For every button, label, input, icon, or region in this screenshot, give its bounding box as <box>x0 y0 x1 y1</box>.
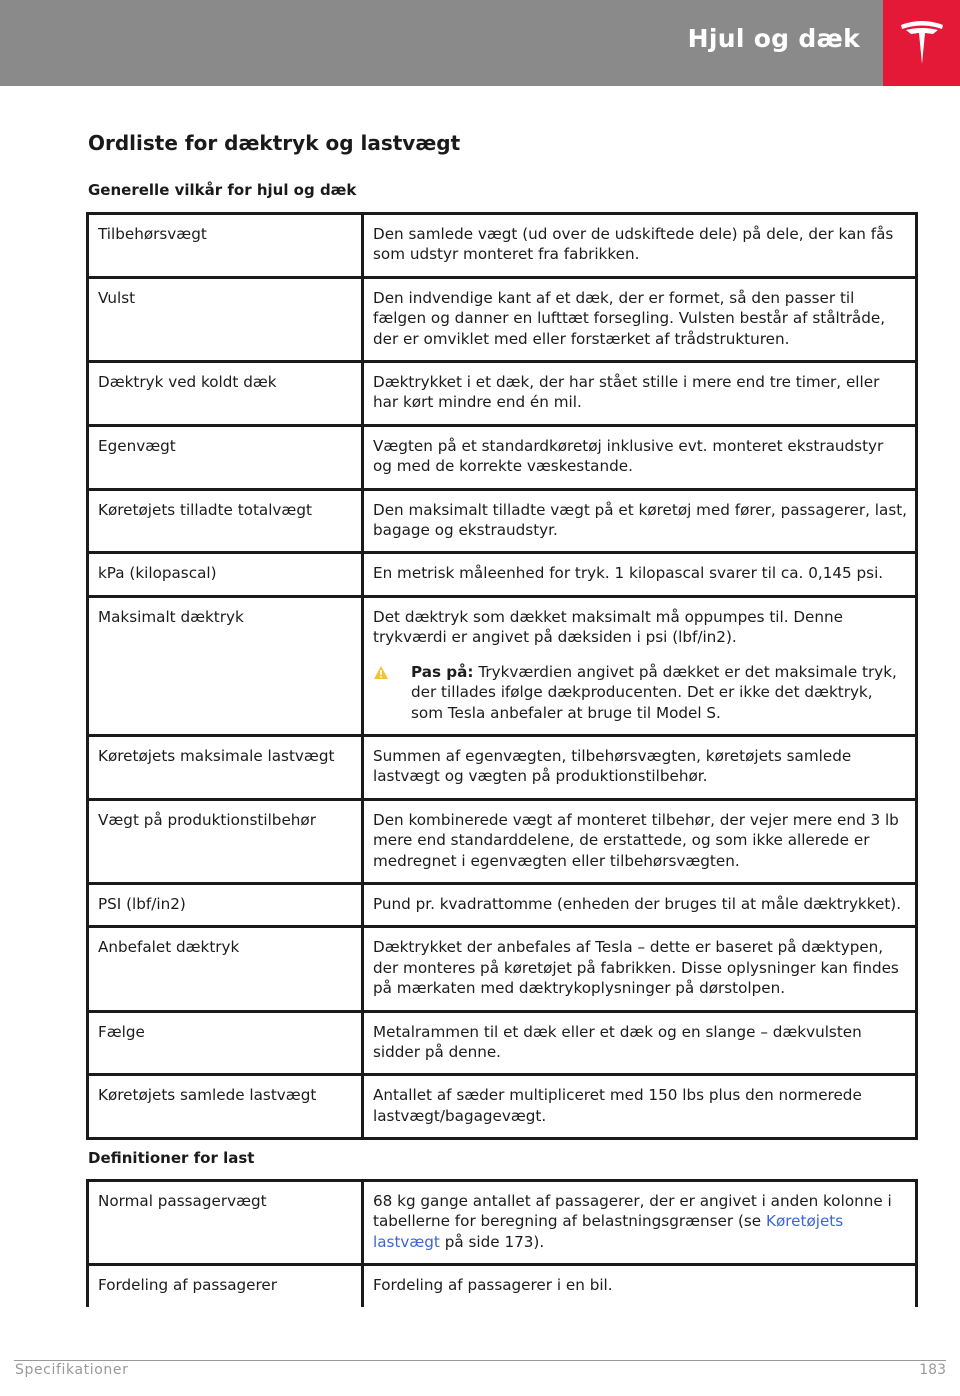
definition-cell <box>363 596 917 735</box>
term-cell: Dæktryk ved koldt dæk <box>88 362 363 426</box>
term-cell: Køretøjets tilladte totalvægt <box>88 489 363 553</box>
definition-cell: Metalrammen til et dæk eller et dæk og en slange – dækvulsten sidder på denne. <box>363 1011 917 1075</box>
term-cell: PSI (lbf/in2) <box>88 883 363 926</box>
definition-cell: Summen af egenvægten, tilbehørsvægten, køretøjets samlede lastvægt og vægten på produktionstilbehør. <box>363 735 917 799</box>
footer-section-name: Specifikationer <box>15 1362 129 1378</box>
caution-body: Trykværdien angivet på dækket er det maksimale tryk, der tillades ifølge dækproducenten. Det er ikke det dæktryk, som Tesla anbefaler at bruge til Model S. <box>411 662 897 722</box>
term-cell: Tilbehørsvægt <box>88 214 363 278</box>
definition-cell: En metrisk måleenhed for tryk. 1 kilopascal svarer til ca. 0,145 psi. <box>363 553 917 596</box>
section-title-general-terms: Generelle vilkår for hjul og dæk <box>88 181 357 199</box>
definition-cell: Den maksimalt tilladte vægt på et køretøj med fører, passagerer, last, bagage og ekstraudstyr. <box>363 489 917 553</box>
definition-cell: Vægten på et standardkøretøj inklusive evt. monteret ekstraudstyr og med de korrekte væskestande. <box>363 425 917 489</box>
warning-icon <box>373 662 411 723</box>
table-row <box>88 214 917 278</box>
term-cell: Vægt på produktionstilbehør <box>88 799 363 883</box>
page-title: Ordliste for dæktryk og lastvægt <box>88 131 461 155</box>
footer-divider <box>14 1360 946 1361</box>
term-cell: Fælge <box>88 1011 363 1075</box>
table-row <box>88 1011 917 1075</box>
table-row <box>88 277 917 361</box>
definition-cell: Fordeling af passagerer i en bil. <box>363 1265 917 1307</box>
term-cell: kPa (kilopascal) <box>88 553 363 596</box>
table-row <box>88 735 917 799</box>
definition-text-after-link: på side 173). <box>444 1232 545 1251</box>
table-row <box>88 1181 917 1265</box>
footer-page-number: 183 <box>919 1362 946 1378</box>
table-row <box>88 799 917 883</box>
table-row <box>88 489 917 553</box>
definition-text: 68 kg gange antallet af passagerer, der er angivet i anden kolonne i tabellerne for beregning af belastningsgrænser (se <box>373 1192 892 1231</box>
definition-cell: Antallet af sæder multipliceret med 150 lbs plus den normerede lastvægt/bagagevægt. <box>363 1075 917 1139</box>
definition-text: Det dæktryk som dækket maksimalt må oppumpes til. Denne trykværdi er angivet på dæksiden i psi (lbf/in2). <box>373 607 843 647</box>
definition-cell <box>363 1181 917 1265</box>
term-cell: Vulst <box>88 277 363 361</box>
table-row <box>88 883 917 926</box>
glossary-table <box>86 212 918 1140</box>
vehicle-load-link[interactable]: Køretøjets lastvægt <box>373 1212 844 1251</box>
term-cell: Egenvægt <box>88 425 363 489</box>
caution-label: Pas på: <box>411 662 474 681</box>
load-definitions-table <box>86 1179 918 1307</box>
definition-cell: Den samlede vægt (ud over de udskiftede dele) på dele, der kan fås som udstyr monteret fra fabrikken. <box>363 214 917 278</box>
table-row <box>88 1075 917 1139</box>
definition-cell: Den indvendige kant af et dæk, der er formet, så den passer til fælgen og danner en lufttæt forsegling. Vulsten består af ståltråde, der er omviklet med eller forstærket af trådstrukturen. <box>363 277 917 361</box>
definition-cell: Den kombinerede vægt af monteret tilbehør, der vejer mere end 3 lb mere end standarddelene, de erstattede, og som ikke allerede er medregnet i egenvægten eller tilbehørsvægten. <box>363 799 917 883</box>
section-title-load-definitions: Definitioner for last <box>88 1149 255 1167</box>
definition-cell: Dæktrykket der anbefales af Tesla – dette er baseret på dæktypen, der monteres på køretøjet på fabrikken. Disse oplysninger kan findes på mærkaten med dæktrykoplysninger på dørstolpen. <box>363 927 917 1011</box>
definition-cell: Pund pr. kvadrattomme (enheden der bruges til at måle dæktrykket). <box>363 883 917 926</box>
term-cell: Normal passagervægt <box>88 1181 363 1265</box>
caution-note <box>373 662 907 723</box>
term-cell: Køretøjets maksimale lastvægt <box>88 735 363 799</box>
term-cell: Køretøjets samlede lastvægt <box>88 1075 363 1139</box>
chapter-title: Hjul og dæk <box>687 24 860 53</box>
table-row <box>88 927 917 1011</box>
definition-cell: Dæktrykket i et dæk, der har stået stille i mere end tre timer, eller har kørt mindre end én mil. <box>363 362 917 426</box>
caution-text <box>411 662 907 723</box>
term-cell: Maksimalt dæktryk <box>88 596 363 735</box>
table-row <box>88 596 917 735</box>
brand-logo-box <box>883 0 960 86</box>
table-row <box>88 362 917 426</box>
table-row <box>88 553 917 596</box>
term-cell: Anbefalet dæktryk <box>88 927 363 1011</box>
tesla-logo-icon <box>899 21 945 65</box>
table-row <box>88 1265 917 1307</box>
table-row <box>88 425 917 489</box>
term-cell: Fordeling af passagerer <box>88 1265 363 1307</box>
